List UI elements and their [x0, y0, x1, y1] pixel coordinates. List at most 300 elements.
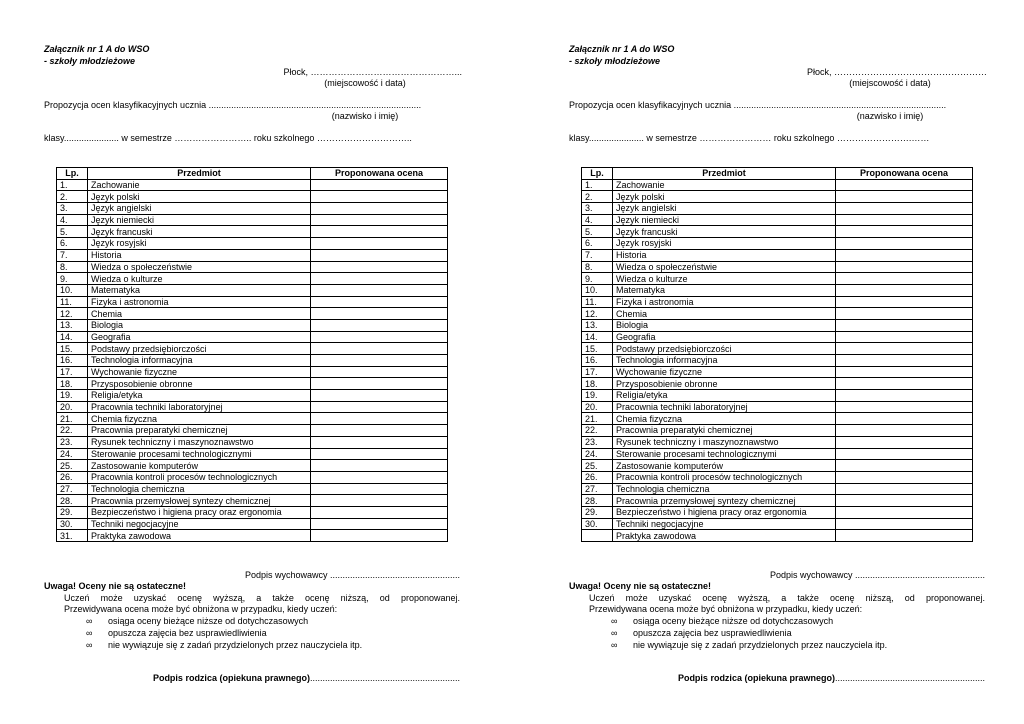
row-number: 4. — [57, 214, 88, 226]
proposed-grade-cell[interactable] — [836, 355, 973, 367]
proposed-grade-cell[interactable] — [311, 530, 448, 542]
row-subject: Rysunek techniczny i maszynoznawstwo — [88, 436, 311, 448]
row-number: 26. — [582, 471, 613, 483]
row-subject: Sterowanie procesami technologicznymi — [88, 448, 311, 460]
table-row — [57, 460, 448, 472]
row-subject: Wiedza o kulturze — [88, 273, 311, 285]
proposed-grade-cell[interactable] — [311, 401, 448, 413]
row-subject: Język rosyjski — [88, 238, 311, 250]
parent-signature-dots: ............................................................ — [834, 673, 985, 683]
table-row — [57, 331, 448, 343]
row-number: 17. — [57, 366, 88, 378]
note-text-grade-change: Uczeń może uzyskać ocenę wyższą, a także ocenę niższą, od proponowanej. — [64, 593, 460, 603]
row-number: 6. — [582, 238, 613, 250]
note-bullet — [86, 640, 362, 651]
proposed-grade-cell[interactable] — [311, 436, 448, 448]
infinity-bullet-icon: ∞ — [611, 616, 618, 626]
proposed-grade-cell[interactable] — [836, 191, 973, 203]
row-number: 22. — [57, 425, 88, 437]
proposed-grade-cell[interactable] — [311, 460, 448, 472]
row-number: 27. — [57, 483, 88, 495]
table-row — [57, 284, 448, 296]
row-subject: Pracownia kontroli procesów technologicznych — [88, 471, 311, 483]
row-subject: Bezpieczeństwo i higiena pracy oraz ergonomia — [613, 506, 836, 518]
row-number: 29. — [582, 506, 613, 518]
row-subject: Chemia — [88, 308, 311, 320]
table-row — [57, 203, 448, 215]
proposed-grade-cell[interactable] — [311, 308, 448, 320]
student-proposal-line: Propozycja ocen klasyfikacyjnych ucznia ..................................................................................... — [569, 100, 947, 110]
table-row — [582, 284, 973, 296]
class-semester-line: klasy...................... w semestrze …………………….. roku szkolnego ………………………….. — [44, 133, 412, 143]
proposed-grade-cell[interactable] — [311, 319, 448, 331]
row-subject: Matematyka — [613, 284, 836, 296]
column-header-proposed-grade: Proponowana ocena — [311, 168, 448, 180]
table-row — [57, 448, 448, 460]
row-number: 14. — [57, 331, 88, 343]
proposed-grade-cell[interactable] — [836, 179, 973, 191]
row-number: 5. — [582, 226, 613, 238]
row-subject: Techniki negocjacyjne — [88, 518, 311, 530]
table-row — [57, 355, 448, 367]
table-header-row — [57, 168, 448, 180]
proposed-grade-cell[interactable] — [311, 471, 448, 483]
proposed-grade-cell[interactable] — [311, 495, 448, 507]
class-semester-line: klasy...................... w semestrze …………………… roku szkolnego …………………….…… — [569, 133, 930, 143]
row-subject: Historia — [88, 249, 311, 261]
proposed-grade-cell[interactable] — [311, 249, 448, 261]
table-row — [57, 273, 448, 285]
teacher-signature-line: Podpis wychowawcy .................................................... — [769, 570, 985, 580]
table-body — [582, 179, 973, 541]
row-number: 23. — [582, 436, 613, 448]
row-subject: Pracownia preparatyki chemicznej — [613, 425, 836, 437]
note-bullet-text: osiąga oceny bieżące niższe od dotychczasowych — [633, 616, 834, 626]
proposed-grade-cell[interactable] — [836, 331, 973, 343]
column-header-subject: Przedmiot — [88, 168, 311, 180]
table-row — [57, 518, 448, 530]
note-bullet-text: opuszcza zajęcia bez usprawiedliwienia — [633, 628, 792, 638]
row-subject: Wychowanie fizyczne — [613, 366, 836, 378]
proposed-grade-cell[interactable] — [836, 249, 973, 261]
row-number: 18. — [57, 378, 88, 390]
row-number: 9. — [582, 273, 613, 285]
row-subject: Biologia — [613, 319, 836, 331]
note-bullet — [86, 616, 308, 627]
row-number: 28. — [582, 495, 613, 507]
row-number: 2. — [582, 191, 613, 203]
table-row — [582, 249, 973, 261]
parent-signature-line — [678, 673, 985, 684]
student-name-caption: (nazwisko i imię) — [856, 111, 924, 121]
student-proposal-line: Propozycja ocen klasyfikacyjnych ucznia ..................................................................................... — [44, 100, 422, 110]
row-subject: Geografia — [88, 331, 311, 343]
proposed-grade-cell[interactable] — [836, 448, 973, 460]
proposed-grade-cell[interactable] — [836, 366, 973, 378]
proposed-grade-cell[interactable] — [311, 191, 448, 203]
proposed-grade-cell[interactable] — [836, 296, 973, 308]
row-number: 9. — [57, 273, 88, 285]
row-subject: Praktyka zawodowa — [613, 530, 836, 542]
row-number: 13. — [582, 319, 613, 331]
table-row — [582, 343, 973, 355]
proposed-grade-cell[interactable] — [311, 226, 448, 238]
grades-table — [581, 167, 973, 542]
proposed-grade-cell[interactable] — [836, 518, 973, 530]
row-number: 26. — [57, 471, 88, 483]
row-subject: Rysunek techniczny i maszynoznawstwo — [613, 436, 836, 448]
row-number: 16. — [582, 355, 613, 367]
row-subject: Bezpieczeństwo i higiena pracy oraz ergonomia — [88, 506, 311, 518]
row-subject: Język polski — [88, 191, 311, 203]
row-subject: Religia/etyka — [88, 390, 311, 402]
proposed-grade-cell[interactable] — [311, 366, 448, 378]
row-subject: Technologia chemiczna — [88, 483, 311, 495]
column-header-number: Lp. — [57, 168, 88, 180]
row-subject: Techniki negocjacyjne — [613, 518, 836, 530]
row-subject: Wiedza o społeczeństwie — [88, 261, 311, 273]
parent-signature-label: Podpis rodzica (opiekuna prawnego) — [677, 673, 835, 683]
proposed-grade-cell[interactable] — [836, 319, 973, 331]
table-row — [57, 436, 448, 448]
row-subject: Język rosyjski — [613, 238, 836, 250]
proposed-grade-cell[interactable] — [311, 448, 448, 460]
table-row — [57, 425, 448, 437]
table-row — [582, 261, 973, 273]
proposed-grade-cell[interactable] — [311, 506, 448, 518]
table-row — [582, 296, 973, 308]
table-row — [582, 226, 973, 238]
proposed-grade-cell[interactable] — [311, 203, 448, 215]
row-subject: Pracownia kontroli procesów technologicznych — [613, 471, 836, 483]
row-number: 23. — [57, 436, 88, 448]
row-subject: Geografia — [613, 331, 836, 343]
table-row — [57, 390, 448, 402]
table-row — [582, 331, 973, 343]
note-text-lowering: Przewidywana ocena może być obniżona w przypadku, kiedy uczeń: — [589, 604, 863, 614]
row-number: 30. — [582, 518, 613, 530]
row-number: 8. — [57, 261, 88, 273]
proposed-grade-cell[interactable] — [836, 413, 973, 425]
row-number: 8. — [582, 261, 613, 273]
table-row — [57, 308, 448, 320]
table-row — [57, 413, 448, 425]
proposed-grade-cell[interactable] — [311, 343, 448, 355]
table-row — [582, 483, 973, 495]
proposed-grade-cell[interactable] — [311, 378, 448, 390]
proposed-grade-cell[interactable] — [836, 238, 973, 250]
proposed-grade-cell[interactable] — [311, 238, 448, 250]
proposed-grade-cell[interactable] — [836, 214, 973, 226]
row-number: 11. — [57, 296, 88, 308]
row-number: 18. — [582, 378, 613, 390]
row-subject: Język niemiecki — [88, 214, 311, 226]
table-row — [57, 401, 448, 413]
row-subject: Podstawy przedsiębiorczości — [88, 343, 311, 355]
table-row — [582, 203, 973, 215]
infinity-bullet-icon: ∞ — [611, 628, 618, 638]
row-subject: Język francuski — [88, 226, 311, 238]
row-subject: Sterowanie procesami technologicznymi — [613, 448, 836, 460]
place-date-line: Płock, …………………………………………... — [283, 67, 462, 77]
row-number: 19. — [57, 390, 88, 402]
note-bullet-text: nie wywiązuje się z zadań przydzielonych przez nauczyciela itp. — [633, 640, 888, 650]
row-subject: Pracownia preparatyki chemicznej — [88, 425, 311, 437]
table-row — [57, 530, 448, 542]
place-date-line: Płock, …………………………………………… — [806, 67, 987, 77]
row-number: 10. — [57, 284, 88, 296]
proposed-grade-cell[interactable] — [836, 436, 973, 448]
note-bullet-text: nie wywiązuje się z zadań przydzielonych przez nauczyciela itp. — [108, 640, 363, 650]
row-number: 22. — [582, 425, 613, 437]
row-number: 20. — [57, 401, 88, 413]
proposed-grade-cell[interactable] — [311, 284, 448, 296]
proposed-grade-cell[interactable] — [311, 214, 448, 226]
table-row — [57, 378, 448, 390]
row-number: 1. — [582, 179, 613, 191]
proposed-grade-cell[interactable] — [311, 355, 448, 367]
row-subject: Pracownia przemysłowej syntezy chemicznej — [88, 495, 311, 507]
proposed-grade-cell[interactable] — [836, 273, 973, 285]
table-row — [57, 296, 448, 308]
proposed-grade-cell[interactable] — [311, 390, 448, 402]
table-row — [57, 249, 448, 261]
grades-table — [56, 167, 448, 542]
table-row — [582, 471, 973, 483]
note-bullet-text: osiąga oceny bieżące niższe od dotychczasowych — [108, 616, 309, 626]
row-subject: Wychowanie fizyczne — [88, 366, 311, 378]
proposed-grade-cell[interactable] — [836, 483, 973, 495]
row-subject: Pracownia techniki laboratoryjnej — [88, 401, 311, 413]
table-row — [57, 471, 448, 483]
row-subject: Chemia fizyczna — [613, 413, 836, 425]
row-number: 27. — [582, 483, 613, 495]
table-row — [582, 355, 973, 367]
row-subject: Pracownia techniki laboratoryjnej — [613, 401, 836, 413]
proposed-grade-cell[interactable] — [836, 226, 973, 238]
parent-signature-line — [153, 673, 460, 684]
attachment-subtitle: - szkoły młodzieżowe — [44, 56, 136, 66]
teacher-signature-line: Podpis wychowawcy .................................................... — [244, 570, 460, 580]
proposed-grade-cell[interactable] — [836, 401, 973, 413]
row-number: 17. — [582, 366, 613, 378]
row-number: 28. — [57, 495, 88, 507]
row-subject: Język niemiecki — [613, 214, 836, 226]
row-number: 30. — [57, 518, 88, 530]
table-row — [57, 226, 448, 238]
row-number: 20. — [582, 401, 613, 413]
column-header-number: Lp. — [582, 168, 613, 180]
row-subject: Język francuski — [613, 226, 836, 238]
row-subject: Historia — [613, 249, 836, 261]
row-subject: Technologia informacyjna — [88, 355, 311, 367]
note-bullet — [611, 616, 833, 627]
column-header-subject: Przedmiot — [613, 168, 836, 180]
row-number: 10. — [582, 284, 613, 296]
infinity-bullet-icon: ∞ — [611, 640, 618, 650]
proposed-grade-cell[interactable] — [836, 530, 973, 542]
table-row — [582, 319, 973, 331]
infinity-bullet-icon: ∞ — [86, 640, 93, 650]
table-row — [582, 191, 973, 203]
row-number — [582, 530, 613, 542]
attachment-subtitle: - szkoły młodzieżowe — [569, 56, 661, 66]
table-row — [582, 425, 973, 437]
proposed-grade-cell[interactable] — [311, 296, 448, 308]
note-bullet — [611, 640, 887, 651]
table-row — [582, 378, 973, 390]
row-number: 12. — [57, 308, 88, 320]
table-row — [582, 238, 973, 250]
infinity-bullet-icon: ∞ — [86, 628, 93, 638]
table-header-row — [582, 168, 973, 180]
table-row — [582, 460, 973, 472]
note-title: Uwaga! Oceny nie są ostateczne! — [44, 581, 187, 591]
table-row — [57, 483, 448, 495]
proposed-grade-cell[interactable] — [836, 308, 973, 320]
proposed-grade-cell[interactable] — [836, 471, 973, 483]
row-number: 13. — [57, 319, 88, 331]
proposed-grade-cell[interactable] — [311, 179, 448, 191]
row-subject: Zastosowanie komputerów — [88, 460, 311, 472]
proposed-grade-cell[interactable] — [836, 261, 973, 273]
proposed-grade-cell[interactable] — [311, 413, 448, 425]
table-body — [57, 179, 448, 541]
note-bullet — [86, 628, 267, 639]
table-row — [582, 495, 973, 507]
proposed-grade-cell[interactable] — [311, 273, 448, 285]
proposed-grade-cell[interactable] — [836, 284, 973, 296]
table-row — [582, 401, 973, 413]
row-number: 24. — [57, 448, 88, 460]
row-number: 25. — [57, 460, 88, 472]
row-number: 7. — [582, 249, 613, 261]
table-row — [582, 366, 973, 378]
proposed-grade-cell[interactable] — [311, 261, 448, 273]
row-subject: Przysposobienie obronne — [613, 378, 836, 390]
row-number: 3. — [582, 203, 613, 215]
row-subject: Język angielski — [613, 203, 836, 215]
row-subject: Podstawy przedsiębiorczości — [613, 343, 836, 355]
row-number: 5. — [57, 226, 88, 238]
row-number: 29. — [57, 506, 88, 518]
row-number: 19. — [582, 390, 613, 402]
row-subject: Technologia chemiczna — [613, 483, 836, 495]
note-bullet — [611, 628, 792, 639]
proposed-grade-cell[interactable] — [311, 483, 448, 495]
table-row — [582, 413, 973, 425]
note-title: Uwaga! Oceny nie są ostateczne! — [569, 581, 712, 591]
table-row — [57, 343, 448, 355]
row-number: 12. — [582, 308, 613, 320]
form-page — [525, 0, 1024, 724]
attachment-title: Załącznik nr 1 A do WSO — [569, 44, 675, 54]
proposed-grade-cell[interactable] — [311, 425, 448, 437]
row-subject: Zastosowanie komputerów — [613, 460, 836, 472]
proposed-grade-cell[interactable] — [836, 460, 973, 472]
table-row — [582, 214, 973, 226]
table-row — [57, 366, 448, 378]
row-number: 21. — [57, 413, 88, 425]
infinity-bullet-icon: ∞ — [86, 616, 93, 626]
row-subject: Fizyka i astronomia — [613, 296, 836, 308]
proposed-grade-cell[interactable] — [836, 390, 973, 402]
table-row — [582, 506, 973, 518]
table-row — [582, 436, 973, 448]
row-number: 15. — [582, 343, 613, 355]
proposed-grade-cell[interactable] — [311, 331, 448, 343]
row-subject: Fizyka i astronomia — [88, 296, 311, 308]
row-number: 6. — [57, 238, 88, 250]
table-row — [57, 506, 448, 518]
proposed-grade-cell[interactable] — [836, 343, 973, 355]
proposed-grade-cell[interactable] — [836, 378, 973, 390]
table-row — [57, 191, 448, 203]
place-date-caption: (miejscowość i data) — [324, 78, 406, 88]
row-number: 16. — [57, 355, 88, 367]
row-subject: Zachowanie — [88, 179, 311, 191]
row-number: 11. — [582, 296, 613, 308]
row-subject: Język polski — [613, 191, 836, 203]
row-number: 31. — [57, 530, 88, 542]
row-subject: Wiedza o społeczeństwie — [613, 261, 836, 273]
row-number: 4. — [582, 214, 613, 226]
proposed-grade-cell[interactable] — [836, 425, 973, 437]
note-text-lowering: Przewidywana ocena może być obniżona w przypadku, kiedy uczeń: — [64, 604, 338, 614]
row-number: 15. — [57, 343, 88, 355]
table-row — [582, 308, 973, 320]
place-date-caption: (miejscowość i data) — [849, 78, 931, 88]
row-number: 24. — [582, 448, 613, 460]
row-subject: Zachowanie — [613, 179, 836, 191]
row-number: 1. — [57, 179, 88, 191]
table-row — [57, 214, 448, 226]
row-subject: Technologia informacyjna — [613, 355, 836, 367]
table-row — [582, 530, 973, 542]
proposed-grade-cell[interactable] — [836, 506, 973, 518]
table-row — [582, 179, 973, 191]
note-text-grade-change: Uczeń może uzyskać ocenę wyższą, a także ocenę niższą, od proponowanej. — [589, 593, 985, 603]
row-subject: Chemia — [613, 308, 836, 320]
column-header-proposed-grade: Proponowana ocena — [836, 168, 973, 180]
attachment-title: Załącznik nr 1 A do WSO — [44, 44, 150, 54]
row-number: 25. — [582, 460, 613, 472]
row-subject: Pracownia przemysłowej syntezy chemicznej — [613, 495, 836, 507]
note-bullet-text: opuszcza zajęcia bez usprawiedliwienia — [108, 628, 267, 638]
parent-signature-dots: ............................................................ — [309, 673, 460, 683]
parent-signature-label: Podpis rodzica (opiekuna prawnego) — [152, 673, 310, 683]
table-row — [582, 390, 973, 402]
row-subject: Praktyka zawodowa — [88, 530, 311, 542]
proposed-grade-cell[interactable] — [311, 518, 448, 530]
table-row — [57, 495, 448, 507]
row-subject: Przysposobienie obronne — [88, 378, 311, 390]
row-number: 21. — [582, 413, 613, 425]
row-subject: Biologia — [88, 319, 311, 331]
table-row — [57, 238, 448, 250]
row-subject: Język angielski — [88, 203, 311, 215]
row-number: 14. — [582, 331, 613, 343]
table-row — [57, 261, 448, 273]
row-subject: Matematyka — [88, 284, 311, 296]
row-subject: Religia/etyka — [613, 390, 836, 402]
proposed-grade-cell[interactable] — [836, 203, 973, 215]
table-row — [582, 448, 973, 460]
proposed-grade-cell[interactable] — [836, 495, 973, 507]
row-number: 7. — [57, 249, 88, 261]
table-row — [582, 518, 973, 530]
student-name-caption: (nazwisko i imię) — [331, 111, 399, 121]
